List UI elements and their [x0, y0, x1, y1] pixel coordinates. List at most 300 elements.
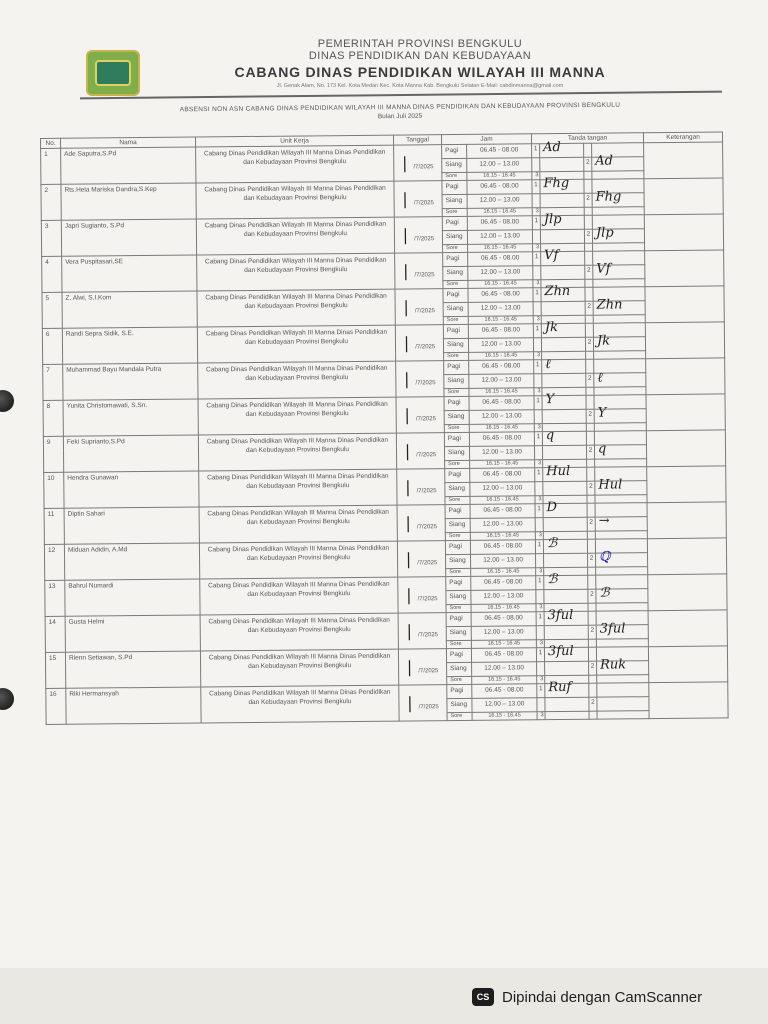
session-pagi: Pagi [447, 684, 472, 698]
signature-text: ℚ [598, 549, 611, 565]
sign-number: 2 [586, 409, 594, 423]
letterhead-line1: PEMERINTAH PROVINSI BENGKULU [317, 38, 523, 50]
row-no: 7 [43, 364, 63, 400]
time-sore: 16.15 - 16.45 [468, 316, 533, 325]
row-no: 12 [44, 544, 64, 580]
signature-pagi [543, 536, 587, 553]
sign-number: 1 [533, 252, 541, 266]
row-unit: Cabang Dinas Pendidikan Wilayah III Manna Dinas Pendidikan dan Kebudayaan Provinsi Bengkulu [199, 541, 397, 579]
row-unit: Cabang Dinas Pendidikan Wilayah III Manna Dinas Pendidikan dan Kebudayaan Provinsi Bengkulu [197, 325, 395, 363]
row-no: 14 [45, 616, 65, 652]
session-siang: Siang [445, 518, 470, 532]
signature-pagi [541, 283, 585, 301]
session-sore: Sore [444, 352, 469, 360]
row-tanggal: | /7/2025 [397, 469, 445, 505]
row-keterangan [646, 358, 725, 395]
sign-number: 1 [532, 216, 540, 230]
row-tanggal: | /7/2025 [395, 289, 443, 325]
signature-siang [592, 189, 644, 207]
row-tanggal: | /7/2025 [398, 577, 446, 613]
signature-siang [596, 549, 648, 567]
sign-number: 3 [532, 172, 540, 180]
signature-pagi [540, 140, 584, 157]
sign-number: 2 [585, 337, 593, 351]
row-keterangan [647, 502, 726, 539]
letterhead [150, 38, 690, 89]
time-pagi: 06.45 - 08.00 [468, 288, 533, 303]
col-no: No. [41, 138, 61, 148]
row-tanggal: | /7/2025 [395, 253, 443, 289]
row-tanggal: | /7/2025 [394, 181, 442, 217]
session-sore: Sore [443, 316, 468, 324]
session-sore: Sore [442, 172, 467, 180]
sign-number: 1 [534, 360, 542, 374]
row-keterangan [645, 322, 724, 359]
row-no: 8 [43, 400, 63, 436]
session-sore: Sore [444, 424, 469, 432]
sign-number: 3 [535, 532, 543, 540]
punch-hole [0, 688, 14, 710]
time-pagi: 06.45 - 08.00 [470, 468, 535, 483]
signature-pagi [541, 320, 585, 337]
row-no: 10 [44, 472, 64, 508]
signature-pagi [541, 248, 585, 265]
time-sore: 16.15 - 16.45 [469, 352, 534, 361]
signature-text: Hul [598, 477, 623, 493]
session-pagi: Pagi [445, 540, 470, 554]
time-sore: 16.15 - 16.45 [471, 640, 536, 649]
row-tanggal-text: /7/2025 [416, 452, 437, 459]
time-sore: 16.15 - 16.45 [471, 568, 536, 577]
camscanner-text: Dipindai dengan CamScanner [502, 988, 703, 1006]
row-tanggal-text: /7/2025 [413, 164, 434, 171]
signature-text: Hul [546, 463, 571, 480]
signature-text: 3ful [599, 621, 626, 637]
signature-text: → [598, 513, 610, 529]
signature-siang [595, 477, 647, 495]
sign-number: 3 [536, 604, 544, 612]
row-unit: Cabang Dinas Pendidikan Wilayah III Manna Dinas Pendidikan dan Kebudayaan Provinsi Bengkulu [198, 361, 396, 399]
row-no: 9 [43, 436, 63, 472]
row-unit: Cabang Dinas Pendidikan Wilayah III Manna Dinas Pendidikan dan Kebudayaan Provinsi Bengkulu [196, 217, 394, 255]
signature-text: Zhn [544, 283, 571, 300]
signature-siang [593, 297, 645, 315]
sign-number: 2 [589, 661, 597, 675]
sign-number: 3 [536, 568, 544, 576]
signature-pagi [540, 211, 584, 229]
row-keterangan [648, 574, 727, 611]
signature-siang [594, 441, 646, 459]
row-tanggal-text: /7/2025 [414, 236, 435, 243]
session-sore: Sore [446, 604, 471, 612]
sign-number: 2 [585, 265, 593, 279]
row-tanggal-text: /7/2025 [418, 704, 439, 711]
row-nama: Randi Sepra Sidik, S.E. [62, 327, 197, 364]
session-sore: Sore [445, 496, 470, 504]
row-tanggal: | /7/2025 [397, 541, 445, 577]
row-tanggal-text: /7/2025 [416, 524, 437, 531]
sign-number: 3 [535, 496, 543, 504]
row-tanggal-text: /7/2025 [417, 632, 439, 639]
row-keterangan [645, 250, 724, 287]
time-sore: 16.15 - 16.45 [470, 496, 535, 505]
scanner-watermark [472, 984, 702, 1010]
row-unit: Cabang Dinas Pendidikan Wilayah III Manna Dinas Pendidikan dan Kebudayaan Provinsi Bengkulu [196, 181, 394, 219]
session-siang: Siang [446, 554, 471, 568]
letterhead-rule [80, 91, 722, 100]
row-keterangan [645, 286, 724, 323]
row-unit: Cabang Dinas Pendidikan Wilayah III Manna Dinas Pendidikan dan Kebudayaan Provinsi Bengkulu [200, 577, 398, 615]
session-siang: Siang [442, 230, 467, 244]
row-nama: Bahrul Numardi [65, 579, 200, 616]
signature-text: Ruf [548, 679, 572, 696]
session-siang: Siang [443, 302, 468, 316]
row-tanggal: | /7/2025 [397, 505, 445, 541]
sign-number: 1 [532, 144, 540, 158]
row-nama: Ade Saputra,S.Pd [61, 147, 196, 184]
session-pagi: Pagi [444, 432, 469, 446]
row-nama: Japri Sugianto, S.Pd [61, 219, 196, 256]
sign-number: 1 [535, 504, 543, 518]
letterhead-line2: DINAS PENDIDIKAN DAN KEBUDAYAAN [308, 50, 532, 62]
row-nama: Yunita Christomawati, S.Sn. [63, 399, 198, 436]
time-pagi: 06.45 - 08.00 [470, 540, 535, 555]
sign-number: 2 [584, 229, 592, 243]
session-sore: Sore [445, 460, 470, 468]
row-nama: Feki Suprianto,S.Pd [63, 435, 198, 472]
time-pagi: 06.45 - 08.00 [472, 684, 537, 699]
sign-number: 3 [537, 676, 545, 684]
signature-text: Fhg [543, 175, 570, 192]
sign-number: 1 [534, 396, 542, 410]
row-no: 6 [42, 328, 62, 364]
session-siang: Siang [447, 662, 472, 676]
row-tanggal: | /7/2025 [398, 613, 446, 649]
letterhead-address: Jl. Genak Alam, No. 173 Kel. Kota Medan Kec. Kota Manna Kab. Bengkulu Selatan E-Mail: cabdinmanna@gmail.com [276, 83, 564, 89]
signature-text: Zhn [596, 297, 623, 313]
time-pagi: 06.45 - 08.00 [469, 396, 534, 411]
signature-pagi [542, 392, 586, 409]
signature-pagi [545, 679, 589, 697]
signature-text: 3ful [547, 643, 574, 660]
row-keterangan [647, 466, 726, 503]
sign-number: 2 [586, 445, 594, 459]
row-nama: Rienn Setiawan, S.Pd [65, 651, 200, 688]
row-tanggal-text: /7/2025 [416, 488, 437, 495]
sign-number: 1 [534, 432, 542, 446]
signature-text: Fhg [595, 189, 622, 205]
session-sore: Sore [444, 388, 469, 396]
row-unit: Cabang Dinas Pendidikan Wilayah III Manna Dinas Pendidikan dan Kebudayaan Provinsi Bengkulu [200, 613, 398, 651]
title-main: ABSENSI NON ASN CABANG DINAS PENDIDIKAN WILAYAH III MANNA DINAS PENDIDIKAN DAN KEBUDAYAAN PROVINSI BENGKULU [179, 101, 621, 114]
signature-siang [596, 585, 648, 603]
time-sore: 16.15 - 16.45 [467, 172, 532, 181]
time-sore: 16.15 - 16.45 [469, 424, 534, 433]
session-pagi: Pagi [445, 504, 470, 518]
session-sore: Sore [447, 676, 472, 684]
session-sore: Sore [445, 532, 470, 540]
time-pagi: 06.45 - 08.00 [467, 144, 532, 159]
row-keterangan [649, 682, 728, 719]
document-title [80, 101, 720, 124]
signature-text: q [597, 441, 607, 457]
row-tanggal: | /7/2025 [394, 145, 442, 181]
row-unit: Cabang Dinas Pendidikan Wilayah III Manna Dinas Pendidikan dan Kebudayaan Provinsi Bengkulu [198, 397, 396, 435]
time-sore: 16.15 - 16.45 [470, 460, 535, 469]
row-no: 5 [42, 292, 62, 328]
title-month: Bulan Juli 2025 [377, 112, 423, 121]
sign-number: 3 [532, 208, 540, 216]
row-unit: Cabang Dinas Pendidikan Wilayah III Manna Dinas Pendidikan dan Kebudayaan Provinsi Bengkulu [201, 685, 399, 723]
sign-number: 3 [534, 424, 542, 432]
row-nama: Hendra Gunawan [64, 471, 199, 508]
session-pagi: Pagi [446, 648, 471, 662]
sign-number: 1 [535, 468, 543, 482]
session-pagi: Pagi [442, 216, 467, 230]
signature-siang [593, 261, 645, 279]
signature-pagi [543, 463, 587, 481]
time-sore: 16.15 - 16.45 [472, 676, 537, 685]
session-pagi: Pagi [444, 360, 469, 374]
row-tanggal-text: /7/2025 [418, 668, 439, 675]
col-ket: Keterangan [644, 132, 723, 143]
time-siang: 12.00 – 13.00 [472, 698, 537, 713]
row-keterangan [648, 646, 727, 683]
col-tanggal: Tanggal [393, 135, 441, 145]
row-no: 4 [42, 256, 62, 292]
time-pagi: 06.45 - 08.00 [467, 216, 532, 231]
session-sore: Sore [442, 208, 467, 216]
signature-siang [597, 657, 649, 675]
signature-text: Jlp [595, 225, 614, 241]
row-tanggal: | /7/2025 [396, 361, 444, 397]
row-no: 15 [45, 652, 65, 688]
signature-text: Y [545, 392, 555, 408]
row-tanggal-text: /7/2025 [417, 596, 438, 603]
sign-number: 2 [589, 697, 597, 711]
time-pagi: 06.45 - 08.00 [471, 576, 536, 591]
time-sore: 16.15 - 16.45 [467, 208, 532, 217]
signature-pagi [542, 428, 586, 445]
session-pagi: Pagi [446, 612, 471, 626]
time-pagi: 06.45 - 08.00 [468, 252, 533, 267]
province-logo [86, 50, 140, 96]
row-unit: Cabang Dinas Pendidikan Wilayah III Manna Dinas Pendidikan dan Kebudayaan Provinsi Bengkulu [199, 469, 397, 507]
time-pagi: 06.45 - 08.00 [471, 612, 536, 627]
time-siang: 12.00 – 13.00 [468, 266, 533, 281]
sign-number: 3 [536, 640, 544, 648]
signature-text: ℬ [546, 536, 558, 552]
signature-text: 3ful [547, 607, 574, 624]
row-no: 2 [41, 184, 61, 220]
signature-siang [595, 513, 647, 531]
signature-text: Jlp [543, 211, 562, 228]
row-keterangan [644, 178, 723, 215]
session-siang: Siang [444, 446, 469, 460]
sign-number: 2 [588, 553, 596, 567]
sign-number: 3 [534, 388, 542, 396]
sign-number: 1 [533, 324, 541, 338]
session-siang: Siang [446, 590, 471, 604]
row-tanggal: | /7/2025 [396, 397, 444, 433]
row-nama: Riki Hermansyah [66, 687, 201, 724]
session-siang: Siang [444, 410, 469, 424]
row-no: 16 [46, 688, 66, 724]
sign-number: 1 [535, 540, 543, 554]
signature-text: Jk [596, 333, 611, 349]
session-pagi: Pagi [442, 180, 467, 194]
row-nama: Rts.Hela Mariska Dandra,S.Kep [61, 183, 196, 220]
signature-text: Vf [596, 261, 611, 277]
session-pagi: Pagi [445, 468, 470, 482]
session-sore: Sore [443, 280, 468, 288]
time-sore: 16.15 - 16.45 [472, 712, 537, 721]
session-pagi: Pagi [443, 252, 468, 266]
signature-pagi [542, 359, 586, 373]
row-keterangan [646, 430, 725, 467]
session-sore: Sore [447, 712, 472, 720]
row-tanggal-text: /7/2025 [414, 308, 435, 315]
row-unit: Cabang Dinas Pendidikan Wilayah III Manna Dinas Pendidikan dan Kebudayaan Provinsi Bengkulu [199, 505, 397, 543]
row-unit: Cabang Dinas Pendidikan Wilayah III Manna Dinas Pendidikan dan Kebudayaan Provinsi Bengkulu [200, 649, 398, 687]
sign-number: 1 [536, 576, 544, 590]
time-pagi: 06.45 - 08.00 [471, 648, 536, 663]
time-pagi: 06.45 - 08.00 [467, 180, 532, 195]
sign-number: 2 [587, 517, 595, 531]
time-siang: 12.00 – 13.00 [469, 374, 534, 389]
time-sore: 16.15 - 16.45 [470, 532, 535, 541]
row-keterangan [646, 394, 725, 431]
signature-pagi [544, 572, 588, 589]
time-siang: 12.00 – 13.00 [469, 410, 534, 425]
row-unit: Cabang Dinas Pendidikan Wilayah III Manna Dinas Pendidikan dan Kebudayaan Provinsi Bengkulu [197, 253, 395, 291]
time-siang: 12.00 – 13.00 [470, 518, 535, 533]
signature-text: q [545, 428, 555, 444]
time-siang: 12.00 – 13.00 [468, 338, 533, 353]
signature-text: Vf [544, 248, 559, 264]
row-tanggal-text: /7/2025 [414, 272, 435, 279]
row-unit: Cabang Dinas Pendidikan Wilayah III Manna Dinas Pendidikan dan Kebudayaan Provinsi Bengkulu [197, 289, 395, 327]
session-sore: Sore [443, 244, 468, 252]
col-nama: Nama [61, 137, 196, 148]
signature-text: ℬ [547, 572, 558, 588]
session-siang: Siang [442, 158, 467, 172]
sign-number: 1 [533, 288, 541, 302]
signature-siang [594, 370, 646, 387]
attendance-table [40, 131, 729, 725]
row-nama: Gusta Helmi [65, 615, 200, 652]
signature-text: Y [597, 405, 607, 421]
session-siang: Siang [445, 482, 470, 496]
time-siang: 12.00 – 13.00 [469, 446, 534, 461]
sign-number: 2 [588, 589, 596, 603]
signature-text: Ad [595, 153, 614, 169]
time-pagi: 06.45 - 08.00 [469, 432, 534, 447]
row-nama: Diptin Sahari [64, 507, 199, 544]
time-pagi: 06.45 - 08.00 [469, 360, 534, 375]
time-siang: 12.00 – 13.00 [470, 482, 535, 497]
row-tanggal: | /7/2025 [394, 217, 442, 253]
letterhead-line3: CABANG DINAS PENDIDIKAN WILAYAH III MANNA [234, 64, 606, 80]
session-siang: Siang [447, 698, 472, 712]
session-sore: Sore [446, 640, 471, 648]
signature-text: ℬ [599, 585, 610, 601]
col-unit: Unit Kerja [195, 135, 393, 147]
row-unit: Cabang Dinas Pendidikan Wilayah III Manna Dinas Pendidikan dan Kebudayaan Provinsi Bengkulu [198, 433, 396, 471]
sign-number: 3 [533, 244, 541, 252]
session-sore: Sore [446, 568, 471, 576]
sign-number: 3 [534, 352, 542, 360]
signature-text: Ad [543, 140, 561, 156]
time-siang: 12.00 – 13.00 [467, 230, 532, 245]
sign-number: 3 [535, 460, 543, 468]
time-siang: 12.00 – 13.00 [467, 158, 532, 173]
signature-siang [596, 621, 648, 639]
sign-number: 1 [536, 612, 544, 626]
sign-number: 2 [584, 157, 592, 171]
signature-siang [592, 225, 644, 243]
signature-pagi [544, 607, 588, 625]
time-pagi: 06.45 - 08.00 [470, 504, 535, 519]
row-tanggal-text: /7/2025 [415, 380, 436, 387]
row-no: 13 [45, 580, 65, 616]
row-no: 1 [41, 148, 61, 184]
signature-siang [597, 697, 649, 711]
signature-siang [592, 153, 644, 171]
signature-text: ℓ [545, 357, 551, 373]
row-tanggal: | /7/2025 [395, 325, 443, 361]
signature-pagi [543, 500, 587, 517]
signature-text: Jk [544, 320, 559, 336]
session-pagi: Pagi [442, 144, 467, 158]
camscanner-logo: CS [472, 988, 494, 1006]
col-ttd: Tanda tangan [531, 133, 643, 144]
time-sore: 16.15 - 16.45 [469, 388, 534, 397]
row-tanggal: | /7/2025 [399, 685, 447, 721]
punch-hole [0, 390, 14, 412]
sign-number: 2 [587, 481, 595, 495]
session-siang: Siang [443, 266, 468, 280]
row-nama: Z. Alwi, S.I.Kom [62, 291, 197, 328]
sign-number: 1 [536, 648, 544, 662]
session-siang: Siang [442, 194, 467, 208]
time-siang: 12.00 – 13.00 [471, 554, 536, 569]
signature-text: Ruk [600, 657, 627, 673]
time-siang: 12.00 – 13.00 [467, 194, 532, 209]
session-pagi: Pagi [444, 396, 469, 410]
col-jam: Jam [441, 134, 531, 145]
sign-number: 2 [586, 373, 594, 387]
row-tanggal: | /7/2025 [398, 649, 446, 685]
time-siang: 12.00 – 13.00 [471, 590, 536, 605]
session-siang: Siang [443, 338, 468, 352]
signature-siang [594, 405, 646, 423]
row-tanggal-text: /7/2025 [415, 416, 436, 423]
attendance-table-wrap [40, 131, 730, 968]
row-nama: Vera Puspitasari,SE [62, 255, 197, 292]
time-siang: 12.00 – 13.00 [468, 302, 533, 317]
row-tanggal: | /7/2025 [396, 433, 444, 469]
session-pagi: Pagi [443, 288, 468, 302]
row-unit: Cabang Dinas Pendidikan Wilayah III Manna Dinas Pendidikan dan Kebudayaan Provinsi Bengkulu [196, 145, 394, 183]
sign-number: 1 [532, 180, 540, 194]
sign-number: 2 [588, 625, 596, 639]
row-keterangan [644, 142, 723, 179]
time-sore: 16.15 - 16.45 [471, 604, 536, 613]
session-pagi: Pagi [446, 576, 471, 590]
time-siang: 12.00 – 13.00 [471, 626, 536, 641]
signature-text: D [546, 500, 558, 516]
